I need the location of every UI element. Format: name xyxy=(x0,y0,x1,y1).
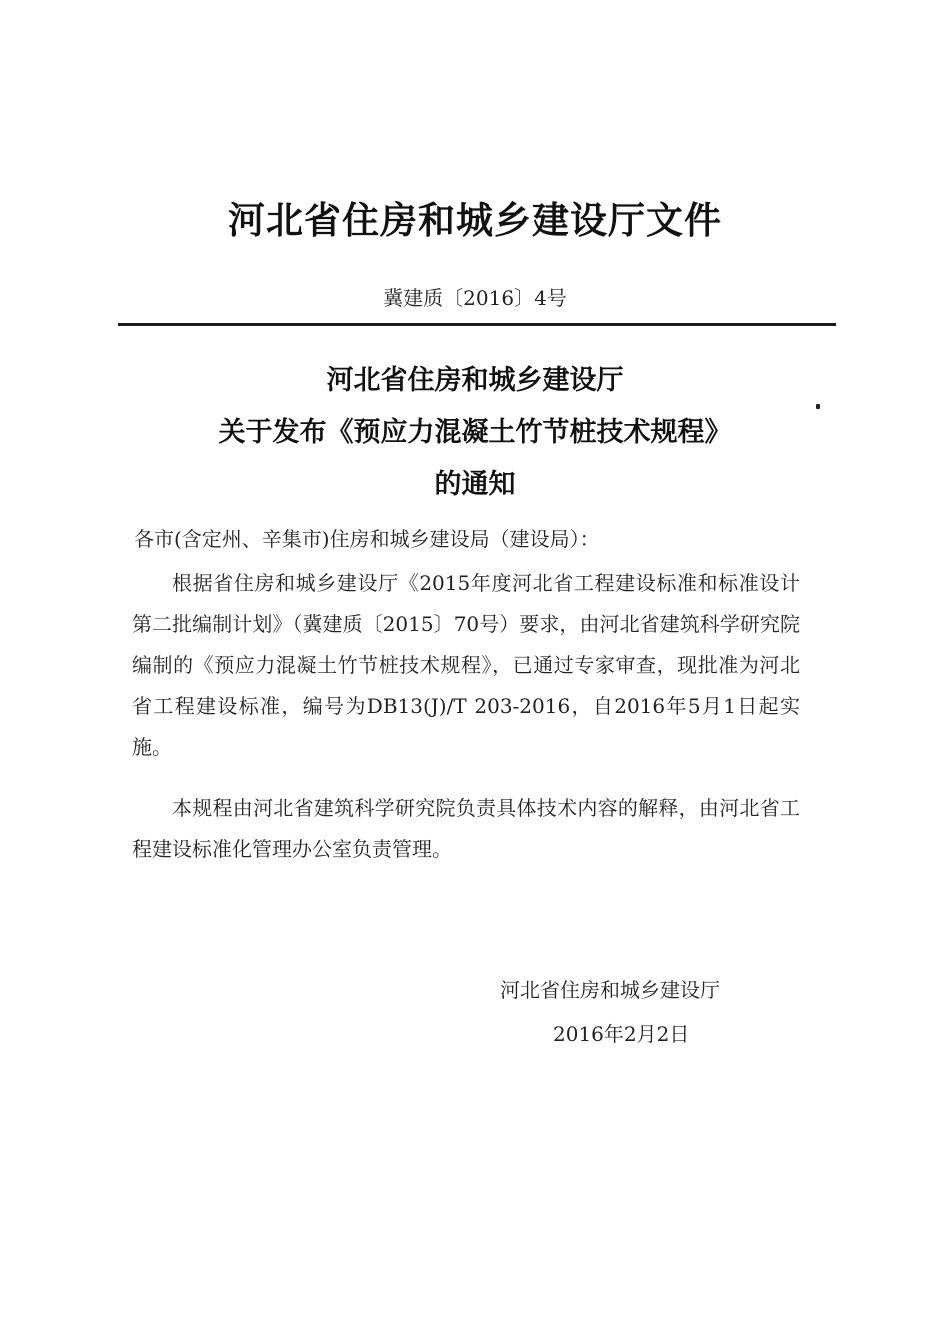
document-number: 冀建质〔2016〕4号 xyxy=(383,286,567,310)
notice-title-line-2: 关于发布《预应力混凝土竹节桩技术规程》 xyxy=(218,417,732,448)
signature-organization: 河北省住房和城乡建设厅 xyxy=(500,978,720,1002)
notice-title-line-3: 的通知 xyxy=(434,469,516,500)
body-paragraph-1: 根据省住房和城乡建设厅《2015年度河北省工程建设标准和标准设计第二批编制计划》（冀建质〔2015〕70号）要求，由河北省建筑科学研究院编制的《预应力混凝土竹节桩技术规程》，已通过专家审查，现批准为河北省工程建设标准，编号为DB13(J)/T 203-2016，自2016年5月1日起实施。 xyxy=(132,571,800,759)
scan-speck xyxy=(816,404,820,409)
header-divider xyxy=(118,323,836,326)
addressee-line: 各市(含定州、辛集市)住房和城乡建设局（建设局）： xyxy=(134,527,600,551)
body-paragraph-2: 本规程由河北省建筑科学研究院负责具体技术内容的解释，由河北省工程建设标准化管理办公室负责管理。 xyxy=(132,796,800,861)
issuer-title: 河北省住房和城乡建设厅文件 xyxy=(228,199,722,242)
signature-date: 2016年2月2日 xyxy=(553,1022,690,1046)
notice-title-line-1: 河北省住房和城乡建设厅 xyxy=(326,365,624,396)
